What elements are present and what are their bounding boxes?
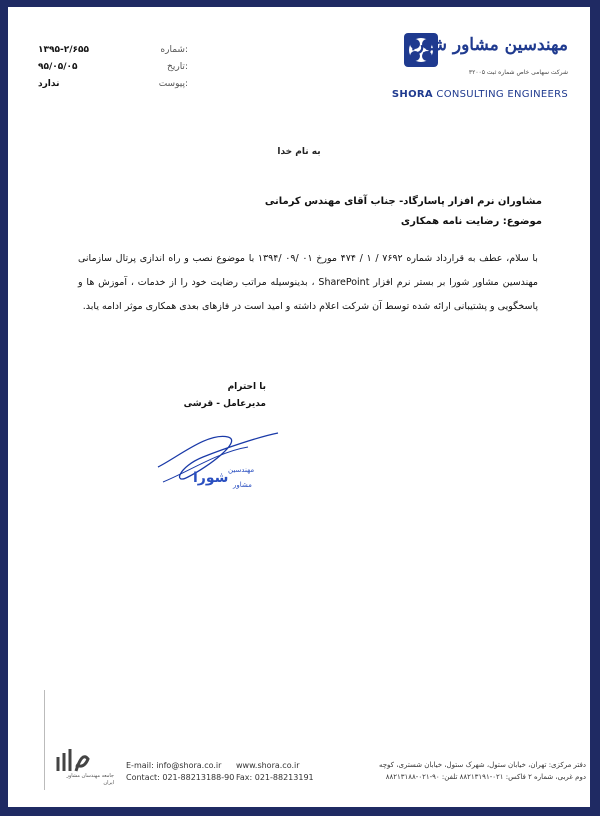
letter-meta [38,41,188,92]
registration-text: شرکت سهامی خاص شماره ثبت ۳۲۰۰۵ [468,69,568,76]
footer-contact: Contact: 021-88213188-90 [126,772,235,782]
letter-body: با سلام، عطف به قرارداد شماره ۷۶۹۲ / ۱ / ۴۷۴ مورخ ۰۱ /۰۹ /۱۳۹۴ با موضوع نصب و راه اندازی پرتال سازمانی مهندسین مشاور شورا بر بستر نرم افزار SharePoint ، بدینوسیله مراتب رضایت خود را از خدمات ، آموزش ها و پاسخگویی و پشتیبانی ارائه شده توسط آن شرکت اعلام داشته و امید است در فازهای بعدی همکاری موثر ادامه یابد. [78,253,538,312]
footer-row-1 [126,759,586,771]
regards-text: با احترام [227,382,266,392]
signature-stamp [148,427,288,497]
footer-email[interactable]: E-mail: info@shora.co.ir [126,760,222,770]
attachment-value: ندارد [38,78,60,89]
footer-divider [44,690,45,790]
letter-footer [126,759,586,783]
association-name: جامعه مهندسان مشاور ایران [66,773,114,786]
attachment-label: پیوست: [158,78,188,89]
brand-en-rest: CONSULTING ENGINEERS [432,89,568,100]
footer-website[interactable]: www.shora.co.ir [236,760,300,770]
company-logo [391,29,576,109]
signatory-text: مدیرعامل - قرشی [183,399,266,409]
letter-date: ۹۵/۰۵/۰۵ [38,61,78,72]
brand-en-bold: SHORA [391,89,433,100]
letter-page [8,7,590,807]
footer-association-logo [54,747,114,787]
recipient-line: مشاوران نرم افزار پاسارگاد- جناب آقای مهندس کرمانی [264,196,542,207]
svg-text:مشاور: مشاور [233,481,252,489]
footer-phone: دوم غربی، شماره ۲ فاکس: ۰۲۱-۸۸۲۱۳۱۹۱ تلفن: ۹۰-۰۲۱-۸۸۲۱۳۱۸۸ [385,773,586,781]
letter-header [122,192,542,232]
footer-fax: Fax: 021-88213191 [236,772,314,782]
association-icon [54,747,94,773]
svg-text:مهندسین: مهندسین [228,466,255,474]
meta-date-row [38,58,188,75]
footer-address: دفتر مرکزی: تهران، خیابان ستول، شهرک ستول، خیابان شستری، کوچه [378,761,586,769]
subject-line: موضوع: رضایت نامه همکاری [400,216,542,227]
svg-text:شورا: شورا [193,470,229,486]
letter-number: ۱۳۹۵-۲/۶۵۵ [38,44,89,55]
closing-block [156,379,266,413]
meta-number-row [38,41,188,58]
footer-row-2 [126,771,586,783]
date-label: تاریخ: [167,61,188,72]
meta-attachment-row [38,75,188,92]
brand-name-en [392,89,568,100]
bismillah: به نام خدا [277,147,321,157]
number-label: شماره: [160,44,188,55]
brand-name-fa: مهندسین مشاور شورا [411,35,568,55]
